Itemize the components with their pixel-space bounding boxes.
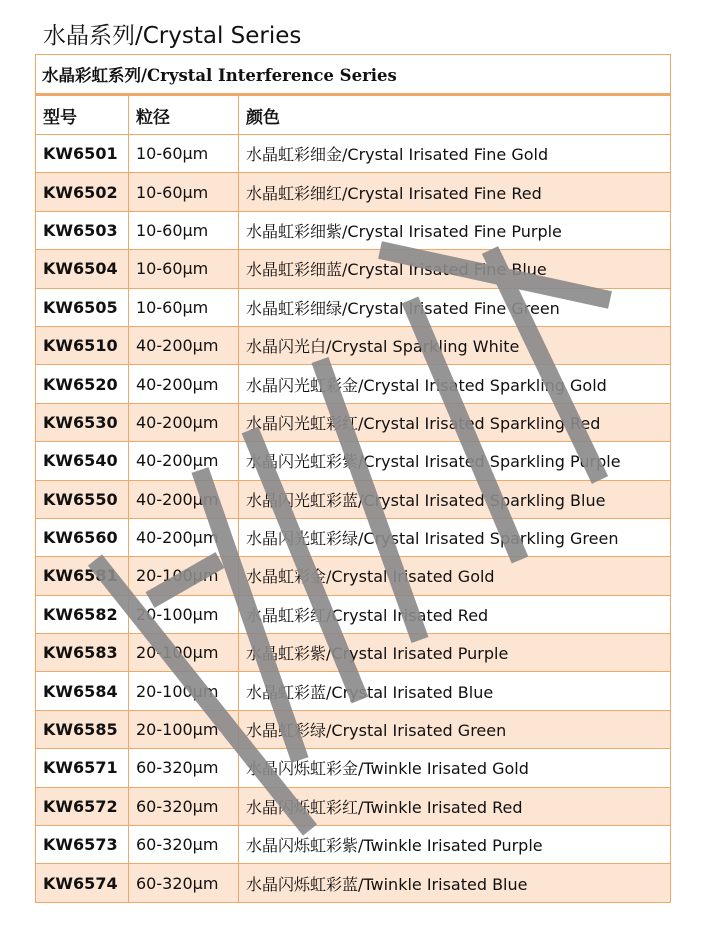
table-row: [36, 288, 671, 326]
table-row: [36, 787, 671, 825]
table-row: [36, 403, 671, 441]
cell-color: 水晶闪光虹彩蓝/Crystal Irisated Sparkling Blue: [239, 480, 671, 518]
cell-size: 20-100μm: [129, 672, 239, 710]
table-row: [36, 634, 671, 672]
cell-model: KW6503: [36, 211, 129, 249]
cell-model: KW6582: [36, 595, 129, 633]
cell-size: 40-200μm: [129, 480, 239, 518]
table-row: [36, 710, 671, 748]
cell-color: 水晶虹彩细蓝/Crystal Irisated Fine Blue: [239, 250, 671, 288]
cell-model: KW6504: [36, 250, 129, 288]
header-color: 颜色: [239, 95, 671, 135]
cell-size: 60-320μm: [129, 787, 239, 825]
cell-color: 水晶闪光白/Crystal Sparkling White: [239, 326, 671, 364]
page-title: 水晶系列/Crystal Series: [43, 23, 302, 49]
cell-size: 60-320μm: [129, 826, 239, 864]
table-row: [36, 326, 671, 364]
cell-size: 40-200μm: [129, 365, 239, 403]
table-row: [36, 211, 671, 249]
cell-color: 水晶闪光虹彩绿/Crystal Irisated Sparkling Green: [239, 518, 671, 556]
cell-color: 水晶虹彩绿/Crystal Irisated Green: [239, 710, 671, 748]
cell-model: KW6540: [36, 442, 129, 480]
cell-size: 40-200μm: [129, 326, 239, 364]
cell-size: 20-100μm: [129, 595, 239, 633]
cell-color: 水晶虹彩金/Crystal Irisated Gold: [239, 557, 671, 595]
table-row: [36, 365, 671, 403]
cell-color: 水晶虹彩红/Crystal Irisated Red: [239, 595, 671, 633]
table-row: [36, 749, 671, 787]
cell-color: 水晶虹彩蓝/Crystal Irisated Blue: [239, 672, 671, 710]
cell-color: 水晶虹彩紫/Crystal Irisated Purple: [239, 634, 671, 672]
table-row: [36, 672, 671, 710]
cell-size: 20-100μm: [129, 634, 239, 672]
cell-model: KW6501: [36, 135, 129, 173]
table-row: [36, 826, 671, 864]
header-model: 型号: [36, 95, 129, 135]
cell-model: KW6550: [36, 480, 129, 518]
cell-color: 水晶闪烁虹彩红/Twinkle Irisated Red: [239, 787, 671, 825]
cell-model: KW6583: [36, 634, 129, 672]
cell-size: 40-200μm: [129, 442, 239, 480]
cell-model: KW6574: [36, 864, 129, 902]
product-table-container: [35, 54, 670, 903]
cell-color: 水晶闪烁虹彩金/Twinkle Irisated Gold: [239, 749, 671, 787]
cell-size: 10-60μm: [129, 173, 239, 211]
cell-model: KW6571: [36, 749, 129, 787]
cell-size: 20-100μm: [129, 557, 239, 595]
cell-color: 水晶虹彩细红/Crystal Irisated Fine Red: [239, 173, 671, 211]
table-row: [36, 135, 671, 173]
cell-model: KW6585: [36, 710, 129, 748]
cell-size: 60-320μm: [129, 864, 239, 902]
table-row: [36, 557, 671, 595]
cell-size: 40-200μm: [129, 518, 239, 556]
cell-color: 水晶虹彩细绿/Crystal Irisated Fine Green: [239, 288, 671, 326]
cell-color: 水晶闪光虹彩紫/Crystal Irisated Sparkling Purple: [239, 442, 671, 480]
table-row: [36, 864, 671, 902]
cell-color: 水晶闪光虹彩金/Crystal Irisated Sparkling Gold: [239, 365, 671, 403]
cell-color: 水晶虹彩细金/Crystal Irisated Fine Gold: [239, 135, 671, 173]
header-size: 粒径: [129, 95, 239, 135]
cell-size: 10-60μm: [129, 288, 239, 326]
series-title-row: [36, 55, 671, 95]
table-row: [36, 250, 671, 288]
cell-model: KW6505: [36, 288, 129, 326]
cell-model: KW6573: [36, 826, 129, 864]
cell-color: 水晶闪光虹彩红/Crystal Irisated Sparkling Red: [239, 403, 671, 441]
cell-model: KW6520: [36, 365, 129, 403]
cell-color: 水晶虹彩细紫/Crystal Irisated Fine Purple: [239, 211, 671, 249]
table-row: [36, 442, 671, 480]
table-row: [36, 480, 671, 518]
cell-size: 60-320μm: [129, 749, 239, 787]
cell-color: 水晶闪烁虹彩蓝/Twinkle Irisated Blue: [239, 864, 671, 902]
table-header-row: [36, 95, 671, 135]
cell-color: 水晶闪烁虹彩紫/Twinkle Irisated Purple: [239, 826, 671, 864]
table-row: [36, 173, 671, 211]
cell-model: KW6502: [36, 173, 129, 211]
cell-model: KW6510: [36, 326, 129, 364]
cell-size: 10-60μm: [129, 250, 239, 288]
cell-size: 40-200μm: [129, 403, 239, 441]
cell-model: KW6572: [36, 787, 129, 825]
product-table: [35, 54, 671, 903]
cell-model: KW6581: [36, 557, 129, 595]
cell-size: 10-60μm: [129, 211, 239, 249]
series-title: 水晶彩虹系列/Crystal Interference Series: [36, 55, 671, 95]
cell-size: 20-100μm: [129, 710, 239, 748]
cell-size: 10-60μm: [129, 135, 239, 173]
table-row: [36, 595, 671, 633]
cell-model: KW6584: [36, 672, 129, 710]
cell-model: KW6560: [36, 518, 129, 556]
table-row: [36, 518, 671, 556]
cell-model: KW6530: [36, 403, 129, 441]
